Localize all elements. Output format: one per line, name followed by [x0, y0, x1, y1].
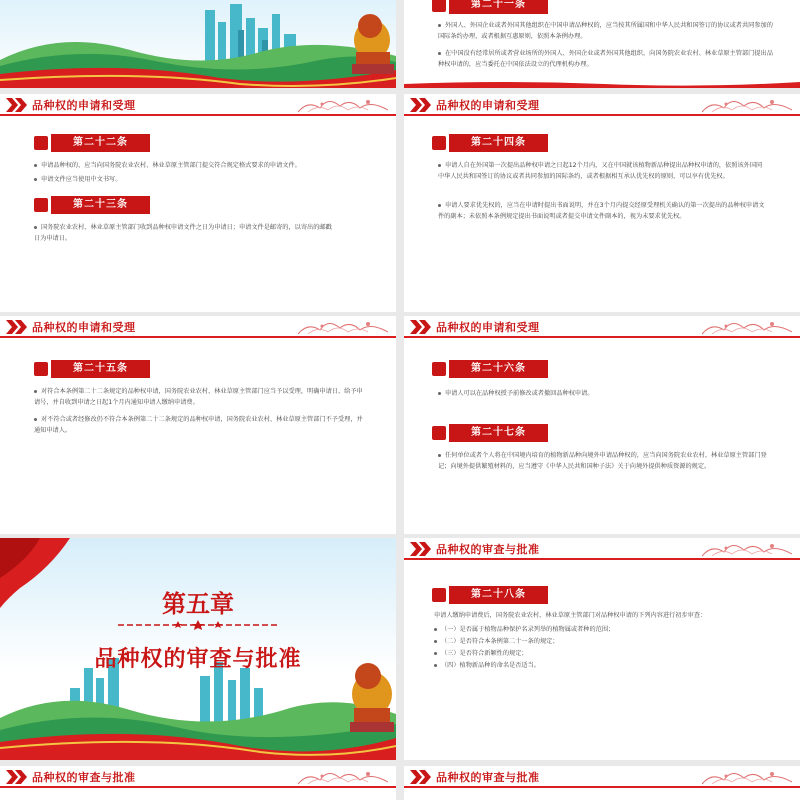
- cloud-ornament-icon: [702, 768, 792, 786]
- article-title: 第二十三条: [51, 196, 150, 214]
- article-title: 第二十七条: [449, 424, 548, 442]
- section-header: [404, 538, 800, 560]
- list-item: （一）是否属于植物品种保护名录列举的植物属或者种的范围；: [434, 624, 774, 635]
- article-title: 第二十五条: [51, 360, 150, 378]
- article-intro: 申请人缴纳申请费后，国务院农业农村、林业草原主管部门对品种权申请的下列内容进行初步审查：: [434, 612, 707, 619]
- section-title: 品种权的审查与批准: [436, 543, 540, 556]
- list-item: （四）植物新品种的命名是否适当。: [434, 660, 774, 671]
- slide-partial-bottom-left: [0, 766, 396, 800]
- article-title: 第二十四条: [449, 134, 548, 152]
- cloud-ornament-icon: [702, 318, 792, 336]
- section-header: [404, 316, 800, 338]
- chapter-title: 品种权的审查与批准: [94, 647, 302, 672]
- article-badge: [432, 586, 548, 604]
- article-paragraph: 申请人可以在品种权授予前修改或者撤回品种权申请。: [438, 388, 768, 399]
- article-title: 第二十二条: [51, 134, 150, 152]
- chapter-number: 第五章: [162, 590, 234, 618]
- article-badge: [432, 424, 548, 442]
- article-paragraph: 申请人自在外国第一次提出品种权申请之日起12个月内，又在中国就该植物新品种提出品种权申请的，依照该外国同中华人民共和国签订的协议或者共同参加的国际条约，或者根据相互承认优先权的原则，可以享有优先权。: [438, 162, 763, 180]
- section-header: [404, 766, 800, 788]
- section-title: 品种权的审查与批准: [436, 771, 540, 784]
- section-title: 品种权的审查与批准: [32, 771, 136, 784]
- slide-article-28: [404, 538, 800, 760]
- article-badge: [432, 0, 548, 14]
- slide-chapter-cover: [0, 538, 396, 760]
- chevron-right-icon: [410, 320, 432, 334]
- slide-articles-26-27: [404, 316, 800, 534]
- slide-banner-top-left: [0, 0, 396, 88]
- section-title: 品种权的申请和受理: [32, 99, 136, 112]
- list-item: （二）是否符合本条例第二十一条的规定；: [434, 636, 774, 647]
- list-item: （三）是否符合新颖性的规定；: [434, 648, 774, 659]
- article-badge: [432, 360, 548, 378]
- article-badge: [34, 134, 150, 152]
- article-paragraph: 国务院农业农村、林业草原主管部门收到品种权申请文件之日为申请日；申请文件是邮寄的，以寄出的邮戳日为申请日。: [34, 224, 332, 242]
- article-title: 第二十八条: [449, 586, 548, 604]
- chevron-right-icon: [410, 770, 432, 784]
- star-divider-icon: [118, 620, 278, 630]
- chevron-right-icon: [6, 770, 28, 784]
- article-paragraph: 外国人、外国企业或者外国其他组织在中国申请品种权的，应当按其所属国和中华人民共和国签订的协议或者共同参加的国际条约办理，或者根据互惠原则，依照本条例办理。: [438, 22, 773, 40]
- chevron-right-icon: [6, 320, 28, 334]
- section-header: [0, 94, 396, 116]
- article-paragraph: 对不符合或者经修改仍不符合本条例第二十二条规定的品种权申请，国务院农业农村、林业草原主管部门不予受理，并通知申请人。: [34, 416, 363, 434]
- slide-articles-22-23: [0, 94, 396, 312]
- chevron-right-icon: [410, 542, 432, 556]
- article-title: 第二十六条: [449, 360, 548, 378]
- chevron-right-icon: [410, 98, 432, 112]
- chevron-right-icon: [6, 98, 28, 112]
- slide-article-25: [0, 316, 396, 534]
- city-lion-banner: [0, 0, 396, 88]
- article-paragraph: 申请文件应当使用中文书写。: [34, 174, 374, 185]
- cloud-ornament-icon: [298, 96, 388, 114]
- slide-partial-bottom-right: [404, 766, 800, 800]
- red-wave-decoration: [404, 80, 800, 88]
- article-paragraph: 任何单位或者个人将在中国境内培育的植物新品种向境外申请品种权的，应当向国务院农业农村、林业草原主管部门登记；向境外提供繁殖材料的，应当遵守《中华人民共和国种子法》关于向境外提供种质资源的规定。: [438, 452, 767, 470]
- slide-article-24: [404, 94, 800, 312]
- cloud-ornament-icon: [702, 96, 792, 114]
- article-paragraph: 申请人要求优先权的，应当在申请时提出书面说明，并在3个月内提交经原受理机关确认的第一次提出的品种权申请文件的副本；未依照本条例规定提出书面说明或者提交申请文件副本的，视为未要求优先权。: [438, 202, 765, 220]
- section-header: [0, 316, 396, 338]
- section-title: 品种权的申请和受理: [436, 321, 540, 334]
- article-badge: [34, 360, 150, 378]
- article-paragraph: 对符合本条例第二十二条规定的品种权申请，国务院农业农村、林业草原主管部门应当予以受理，明确申请日、给予申请号，并自收到申请之日起1个月内通知申请人缴纳申请费。: [34, 388, 363, 406]
- section-header: [0, 766, 396, 788]
- section-title: 品种权的申请和受理: [32, 321, 136, 334]
- cloud-ornament-icon: [702, 540, 792, 558]
- cloud-ornament-icon: [298, 318, 388, 336]
- article-paragraph: 在中国没有经常居所或者营业场所的外国人、外国企业或者外国其他组织，向国务院农业农村、林业草原主管部门提出品种权申请的，应当委托在中国依法设立的代理机构办理。: [438, 50, 773, 68]
- slide-article-21: [404, 0, 800, 88]
- section-header: [404, 94, 800, 116]
- article-paragraph: 申请品种权的，应当向国务院农业农村、林业草原主管部门提交符合规定格式要求的申请文件。: [34, 160, 374, 171]
- article-badge: [432, 134, 548, 152]
- section-title: 品种权的申请和受理: [436, 99, 540, 112]
- cloud-ornament-icon: [298, 768, 388, 786]
- article-badge: [34, 196, 150, 214]
- article-title: 第二十一条: [449, 0, 548, 14]
